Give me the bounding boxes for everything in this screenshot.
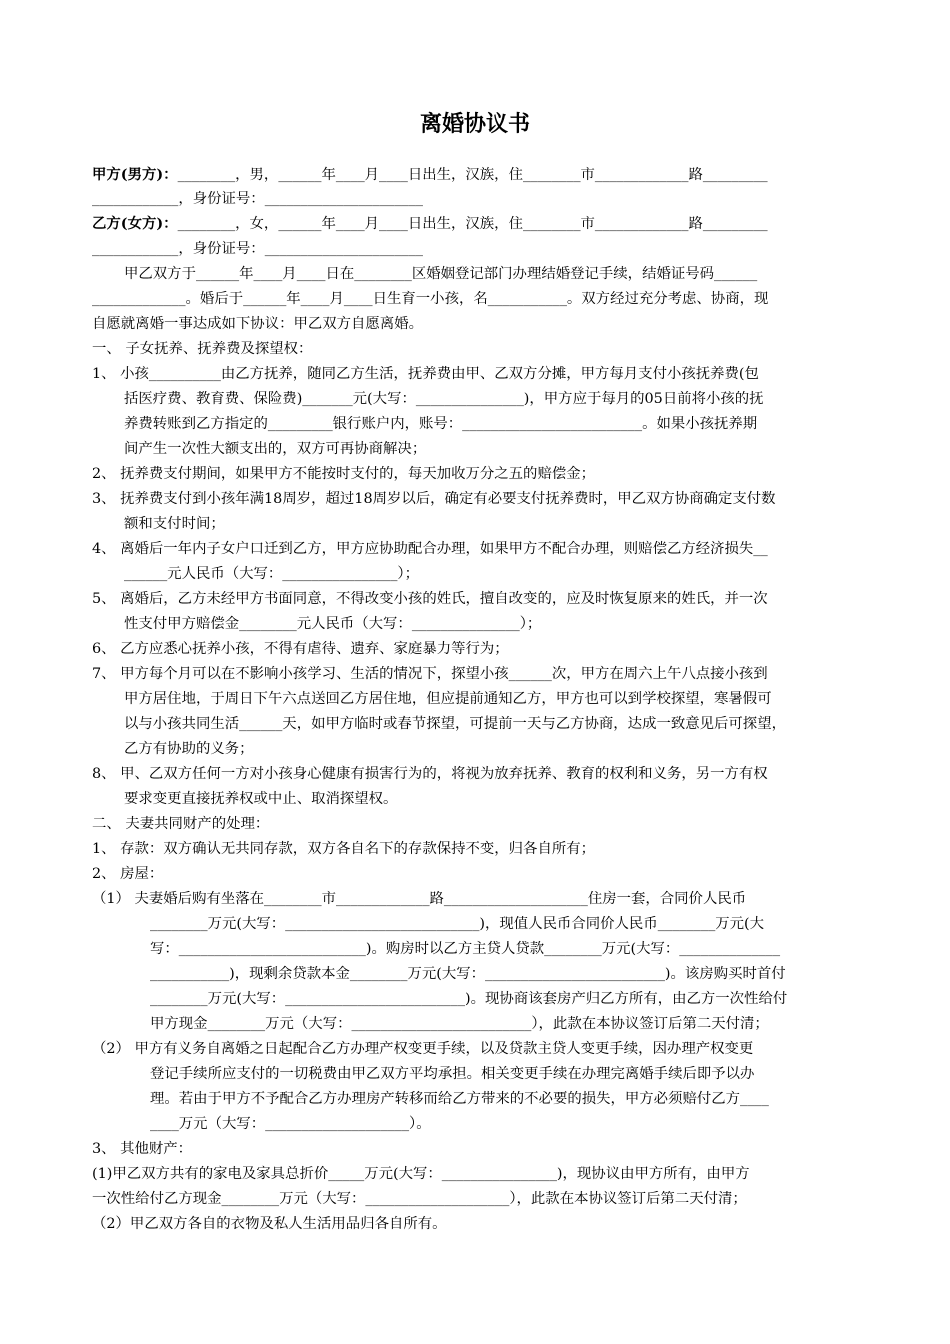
document-line (150, 936, 780, 962)
line-text: 8、 甲、乙双方任何一方对小孩身心健康有损害行为的，将视为放弃抚养、教育的权利和义务，另一方有权 (92, 766, 768, 782)
line-text: 2、 房屋： (92, 866, 164, 882)
line-text: 乙方(女方)：________，女，______年____月____日出生，汉族，住________市_____________路_________ (92, 215, 768, 232)
document-line (92, 461, 595, 487)
line-text: 1、 存款：双方确认无共同存款，双方各自名下的存款保持不变，归各自所有； (92, 841, 596, 857)
document-line (92, 1186, 747, 1212)
line-text: 6、 乙方应悉心抚养小孩，不得有虐待、遗弃、家庭暴力等行为； (92, 641, 509, 657)
document-line (92, 761, 768, 787)
document-line (92, 536, 768, 562)
line-text: ___________)，现剩余贷款本金________万元(大写：_________________________)。该房购买时首付 (150, 966, 786, 982)
document-line (150, 986, 787, 1012)
document-line (124, 786, 397, 812)
document-line (150, 1011, 769, 1037)
line-text: 3、 抚养费支付到小孩年满18周岁，超过18周岁以后，确定有必要支付抚养费时，甲乙双方协商确定支付数 (92, 491, 776, 507)
document-line (92, 811, 269, 837)
line-text: ____万元（大写：____________________）。 (150, 1116, 431, 1132)
document-line (92, 486, 776, 512)
document-line (92, 661, 768, 687)
line-text: 二、 夫妻共同财产的处理： (92, 816, 270, 832)
document-line (124, 736, 254, 762)
line-text: 乙方有协助的义务； (124, 741, 254, 757)
line-text: （2）甲乙双方各自的衣物及私人生活用品归各自所有。 (92, 1216, 447, 1232)
line-text: 一次性给付乙方现金________万元（大写：____________________），此款在本协议签订后第二天付清； (92, 1191, 747, 1207)
line-text: 2、 抚养费支付期间，如果甲方不能按时支付的，每天加收万分之五的赔偿金； (92, 466, 596, 482)
document-line (124, 411, 757, 437)
document-line (150, 1111, 431, 1137)
document-line (92, 1211, 447, 1237)
document-line (92, 361, 759, 387)
document-line (150, 1061, 754, 1087)
line-text: 额和支付时间； (124, 516, 225, 532)
line-text: ________万元(大写：___________________________)，现值人民币合同价人民币________万元(大 (150, 916, 765, 932)
line-text: _____________。婚后于______年____月____日生育一小孩，名___________。双方经过充分考虑、协商，现 (92, 291, 769, 307)
line-text: （1） 夫妻婚后购有坐落在________市_____________路____________________住房一套，合同价人民币 (92, 891, 747, 907)
line-text: 甲方(男方)：________，男，______年____月____日出生，汉族，住________市_____________路_________ (92, 166, 768, 183)
document-line (150, 911, 764, 937)
line-text: 性支付甲方赔偿金________元人民币（大写：_______________）； (124, 616, 542, 632)
document-line (150, 1086, 769, 1112)
line-text: 4、 离婚后一年内子女户口迁到乙方，甲方应协助配合办理，如果甲方不配合办理，则赔偿乙方经济损失__ (92, 541, 768, 557)
line-text: 1、 小孩__________由乙方抚养，随同乙方生活，抚养费由甲、乙双方分摊，甲方每月支付小孩抚养费(包 (92, 366, 759, 382)
line-text: (1)甲乙双方共有的家电及家具总折价_____万元(大写：________________)，现协议由甲方所有，由甲方 (92, 1166, 750, 1182)
document-title: 离婚协议书 (419, 112, 530, 137)
line-text: 以与小孩共同生活______天，如甲方临时或春节探望，可提前一天与乙方协商，达成一致意见后可探望， (124, 716, 786, 732)
line-text: 5、 离婚后，乙方未经甲方书面同意，不得改变小孩的姓氏，擅自改变的，应及时恢复原来的姓氏，并一次 (92, 591, 768, 607)
document-line (92, 286, 768, 312)
document-line (92, 636, 509, 662)
line-text: ____________，身份证号：______________________ (92, 191, 423, 207)
document-line (92, 1136, 192, 1162)
document-line (92, 586, 768, 612)
document-line (150, 961, 786, 987)
line-text: 间产生一次性大额支出的，双方可再协商解决； (124, 441, 427, 457)
line-text: 甲方居住地，于周日下午六点送回乙方居住地，但应提前通知乙方，甲方也可以到学校探望，寒暑假可 (124, 691, 772, 707)
line-text: 理。若由于甲方不予配合乙方办理房产转移而给乙方带来的不必要的损失，甲方必须赔付乙方____ (150, 1091, 769, 1107)
line-text: 写：__________________________)。购房时以乙方主贷人贷款________万元(大写：______________ (150, 941, 781, 957)
line-text: 甲方现金________万元（大写：_________________________），此款在本协议签订后第二天付清； (150, 1016, 769, 1032)
line-text: 括医疗费、教育费、保险费)_______元(大写：_______________)，甲方应于每月的05日前将小孩的抚 (124, 391, 764, 407)
line-text: ____________，身份证号：______________________ (92, 241, 423, 257)
document-line (124, 611, 541, 637)
document-line (92, 311, 423, 337)
document-line (92, 1036, 753, 1062)
document-line (92, 211, 768, 237)
line-text: ______元人民币（大写：________________）； (124, 566, 420, 582)
line-text: 3、 其他财产： (92, 1141, 193, 1157)
document-line (92, 336, 312, 362)
line-text: 登记手续所应支付的一切税费由甲乙双方平均承担。相关变更手续在办理完离婚手续后即予以办 (150, 1066, 755, 1082)
line-text: 一、 子女抚养、抚养费及探望权： (92, 341, 313, 357)
document-line (92, 186, 423, 212)
document-line (92, 836, 595, 862)
line-text: 要求变更直接抚养权或中止、取消探望权。 (124, 791, 398, 807)
document-line (124, 511, 225, 537)
document-line (92, 886, 746, 912)
line-text: 甲乙双方于______年____月____日在________区婚姻登记部门办理结婚登记手续，结婚证号码______ (124, 266, 758, 282)
document-line (92, 162, 768, 188)
document-line (124, 386, 764, 412)
document-line (92, 236, 423, 262)
line-text: （2） 甲方有义务自离婚之日起配合乙方办理产权变更手续，以及贷款主贷人变更手续，因办理产权变更 (92, 1041, 754, 1057)
line-text: 养费转账到乙方指定的_________银行账户内，账号：_________________________。如果小孩抚养期 (124, 416, 758, 432)
line-text: 7、 甲方每个月可以在不影响小孩学习、生活的情况下，探望小孩______次，甲方在周六上午八点接小孩到 (92, 666, 768, 682)
document-line (124, 436, 426, 462)
document-line (124, 686, 772, 712)
document-line (92, 1161, 750, 1187)
document-line (92, 861, 163, 887)
line-text: 自愿就离婚一事达成如下协议：甲乙双方自愿离婚。 (92, 316, 423, 332)
line-text: ________万元(大写：_________________________)。现协商该套房产归乙方所有，由乙方一次性给付 (150, 991, 788, 1007)
document-line (124, 561, 419, 587)
document-line (124, 711, 786, 737)
document-line (124, 261, 757, 287)
